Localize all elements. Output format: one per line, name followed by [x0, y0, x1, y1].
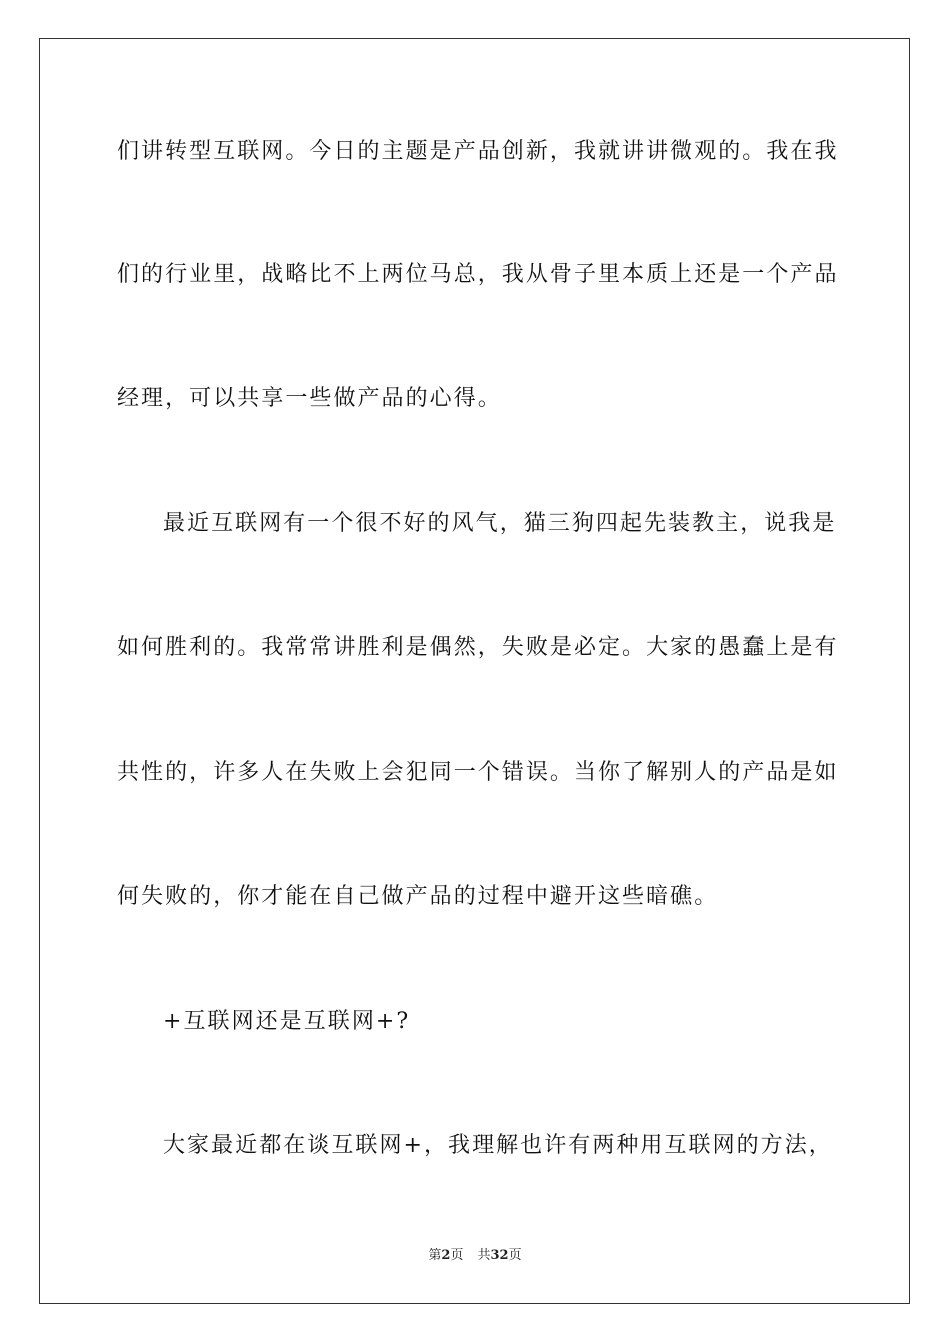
- total-pages: 32: [490, 1248, 509, 1263]
- body-text-line-1: 们讲转型互联网。今日的主题是产品创新，我就讲讲微观的。我在我: [117, 139, 839, 164]
- page-suffix: 页: [450, 1248, 464, 1263]
- section-heading: +互联网还是互联网+?: [163, 1009, 411, 1034]
- page-border: [39, 38, 910, 1304]
- total-suffix: 页: [508, 1248, 522, 1263]
- body-text-line-5: 如何胜利的。我常常讲胜利是偶然，失败是必定。大家的愚蠢上是有: [117, 635, 839, 660]
- page-footer: [0, 1247, 950, 1265]
- body-text-line-6: 共性的，许多人在失败上会犯同一个错误。当你了解别人的产品是如: [117, 760, 839, 785]
- body-text-line-4: 最近互联网有一个很不好的风气，猫三狗四起先装教主，说我是: [163, 511, 837, 536]
- total-prefix: 共: [477, 1248, 491, 1263]
- body-text-line-2: 们的行业里，战略比不上两位马总，我从骨子里本质上还是一个产品: [117, 262, 839, 287]
- page-number: 2: [441, 1248, 451, 1263]
- body-text-line-9: 大家最近都在谈互联网+，我理解也许有两种用互联网的方法，: [163, 1133, 833, 1158]
- body-text-line-7: 何失败的，你才能在自己做产品的过程中避开这些暗礁。: [117, 884, 719, 909]
- body-text-line-3: 经理，可以共享一些做产品的心得。: [117, 386, 502, 411]
- page-prefix: 第: [428, 1248, 442, 1263]
